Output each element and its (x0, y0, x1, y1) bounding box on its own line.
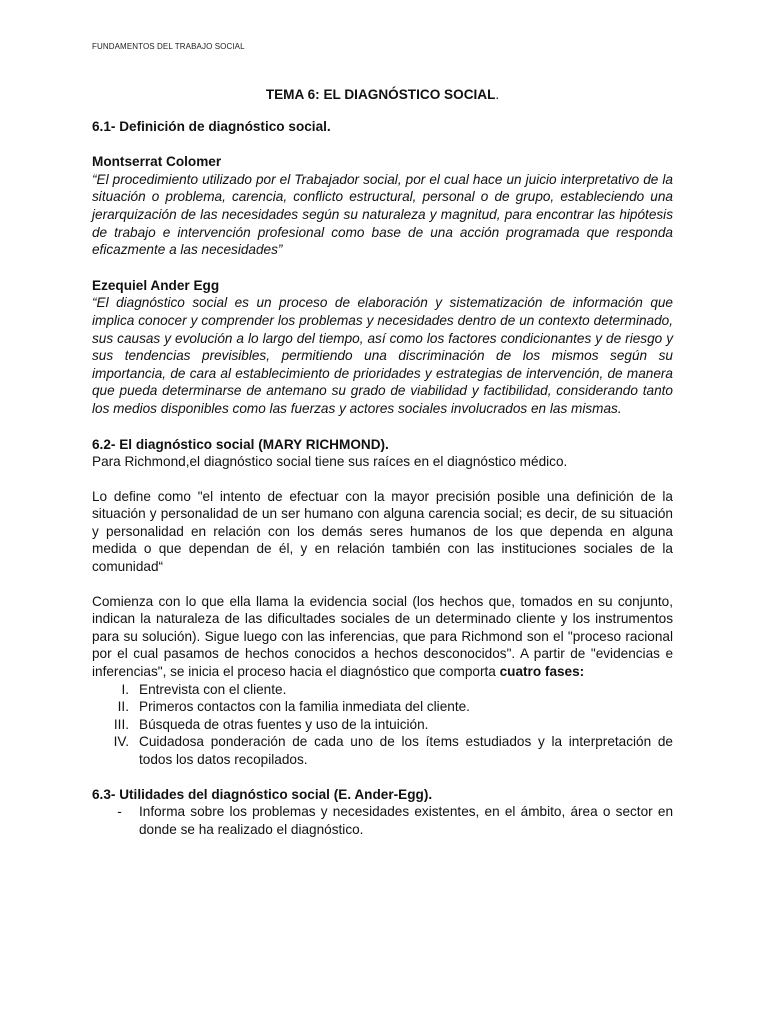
list-text: Entrevista con el cliente. (139, 681, 287, 697)
list-text: Cuidadosa ponderación de cada uno de los ítems estudiados y la interpretación de todos los datos recopilados. (139, 734, 673, 767)
richmond-definition: Lo define como "el intento de efectuar con la mayor precisión posible una definición de la situación y personalidad de un ser humano con alguna carencia social; es decir, de su situación y personalidad en relación con los demás seres humanos de los que dependa en alguna medida o que dependan de él, y en relación también con las instituciones sociales de la comunidad“ (92, 488, 673, 575)
list-item (92, 803, 673, 838)
section-3-heading: 6.3- Utilidades del diagnóstico social (E. Ander-Egg). (92, 786, 433, 802)
list-text: Búsqueda de otras fuentes y uso de la intuición. (139, 716, 429, 732)
running-header: FUNDAMENTOS DEL TRABAJO SOCIAL (92, 42, 245, 51)
process-bold: cuatro fases: (499, 664, 585, 680)
list-item (92, 681, 673, 699)
list-item (92, 716, 673, 734)
utilities-list (92, 803, 673, 838)
title-text: TEMA 6: EL DIAGNÓSTICO SOCIAL (265, 87, 496, 102)
list-item (92, 733, 673, 768)
richmond-intro: Para Richmond,el diagnóstico social tiene sus raíces en el diagnóstico médico. (92, 454, 568, 470)
richmond-process (92, 593, 673, 681)
list-number: II. (117, 699, 129, 715)
title-suffix: . (495, 87, 500, 102)
list-number: IV. (113, 734, 129, 750)
list-text: Informa sobre los problemas y necesidades existentes, en el ámbito, área o sector en donde se ha realizado el diagnóstico. (139, 804, 673, 837)
section-2-heading: 6.2- El diagnóstico social (MARY RICHMOND). (92, 436, 389, 452)
phases-list (92, 681, 673, 769)
list-number: III. (113, 716, 129, 732)
page-title (92, 86, 673, 104)
author-colomer: Montserrat Colomer (92, 154, 222, 170)
quote-ander-egg: “El diagnóstico social es un proceso de elaboración y sistematización de información que implica conocer y comprender los problemas y necesidades dentro de un contexto determinado, sus causas y evolución a lo largo del tiempo, así como los factores condicionantes y de riesgo y sus tendencias previsibles, permitiendo una discriminación de los mismos según su importancia, de cara al establecimiento de prioridades y estrategias de intervención, de manera que pueda determinarse de antemano su grado de viabilidad y factibilidad, considerando tanto los medios disponibles como las fuerzas y actores sociales involucrados en las mismas. (92, 295, 673, 416)
document-body (92, 86, 673, 838)
list-marker: - (117, 804, 122, 820)
author-ander-egg: Ezequiel Ander Egg (92, 277, 220, 293)
list-item (92, 698, 673, 716)
section-1-heading: 6.1- Definición de diagnóstico social. (92, 118, 331, 134)
quote-colomer: “El procedimiento utilizado por el Trabajador social, por el cual hace un juicio interpretativo de la situación o problema, carencia, conflicto estructural, personal o de grupo, estableciendo una jerarquización de las necesidades según su naturaleza y magnitud, para encontrar las hipótesis de trabajo e intervención profesional como base de una acción programada que responda eficazmente a las necesidades” (92, 171, 673, 258)
list-number: I. (121, 681, 129, 697)
process-text: Comienza con lo que ella llama la evidencia social (los hechos que, tomados en su conjunto, indican la naturaleza de las dificultades sociales de un determinado cliente y los instrumentos para su solución). Sigue luego con las inferencias, que para Richmond son el "proceso racional por el cual pasamos de hechos conocidos a hechos desconocidos". A partir de "evidencias e inferencias", se inicia el proceso hacia el diagnóstico que comporta (92, 593, 673, 680)
list-text: Primeros contactos con la familia inmediata del cliente. (139, 699, 470, 715)
